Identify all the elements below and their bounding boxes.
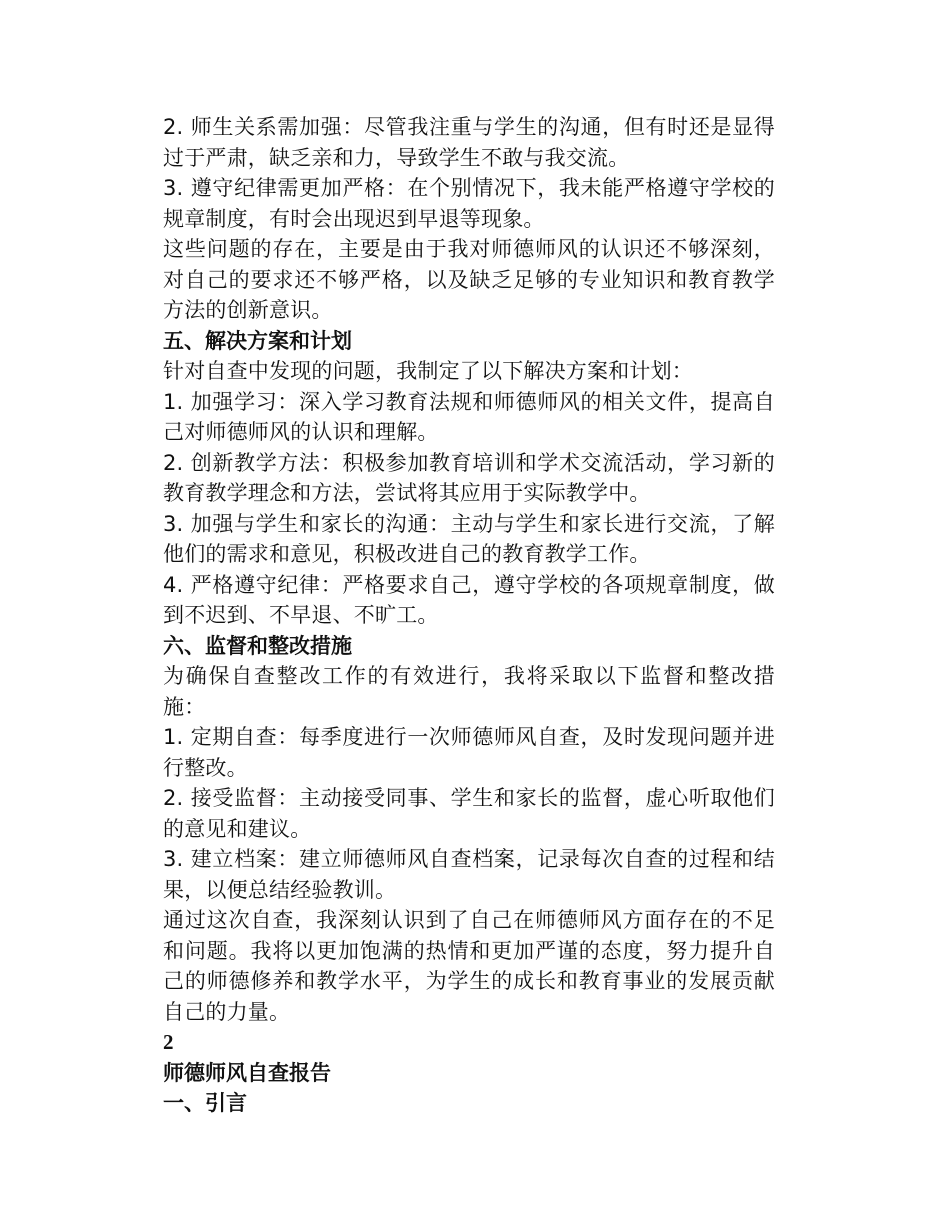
- paragraph-cause-analysis: 这些问题的存在，主要是由于我对师德师风的认识还不够深刻，对自己的要求还不够严格，以及缺乏足够的专业知识和教育教学方法的创新意识。: [163, 237, 775, 322]
- list-item-communication: 3. 加强与学生和家长的沟通：主动与学生和家长进行交流，了解他们的需求和意见，积极改进自己的教育教学工作。: [163, 511, 775, 566]
- paragraph-relationship: 2. 师生关系需加强：尽管我注重与学生的沟通，但有时还是显得过于严肃，缺乏亲和力，导致学生不敢与我交流。: [163, 115, 775, 170]
- list-item-discipline: 4. 严格遵守纪律：严格要求自己，遵守学校的各项规章制度，做到不迟到、不早退、不旷工。: [163, 572, 775, 627]
- list-item-teaching-methods: 2. 创新教学方法：积极参加教育培训和学术交流活动，学习新的教育教学理念和方法，尝试将其应用于实际教学中。: [163, 450, 775, 505]
- list-item-archive: 3. 建立档案：建立师德师风自查档案，记录每次自查的过程和结果，以便总结经验教训。: [163, 847, 775, 902]
- heading-solutions: 五、解决方案和计划: [163, 328, 352, 353]
- list-item-study: 1. 加强学习：深入学习教育法规和师德师风的相关文件，提高自己对师德师风的认识和理解。: [163, 389, 775, 444]
- document-title: 师德师风自查报告: [163, 1060, 331, 1085]
- heading-introduction: 一、引言: [163, 1091, 247, 1115]
- list-item-self-check: 1. 定期自查：每季度进行一次师德师风自查，及时发现问题并进行整改。: [163, 725, 775, 780]
- list-item-accept-supervision: 2. 接受监督：主动接受同事、学生和家长的监督，虚心听取他们的意见和建议。: [163, 786, 775, 841]
- paragraph-supervision-intro: 为确保自查整改工作的有效进行，我将采取以下监督和整改措施：: [163, 664, 775, 719]
- paragraph-discipline: 3. 遵守纪律需更加严格：在个别情况下，我未能严格遵守学校的规章制度，有时会出现迟到早退等现象。: [163, 176, 775, 231]
- section-number: 2: [163, 1030, 174, 1054]
- heading-supervision: 六、监督和整改措施: [163, 633, 352, 658]
- paragraph-conclusion: 通过这次自查，我深刻认识到了自己在师德师风方面存在的不足和问题。我将以更加饱满的热情和更加严谨的态度，努力提升自己的师德修养和教学水平，为学生的成长和教育事业的发展贡献自己的力量。: [163, 908, 775, 1024]
- paragraph-solutions-intro: 针对自查中发现的问题，我制定了以下解决方案和计划：: [163, 359, 693, 383]
- document-page: [163, 112, 775, 1119]
